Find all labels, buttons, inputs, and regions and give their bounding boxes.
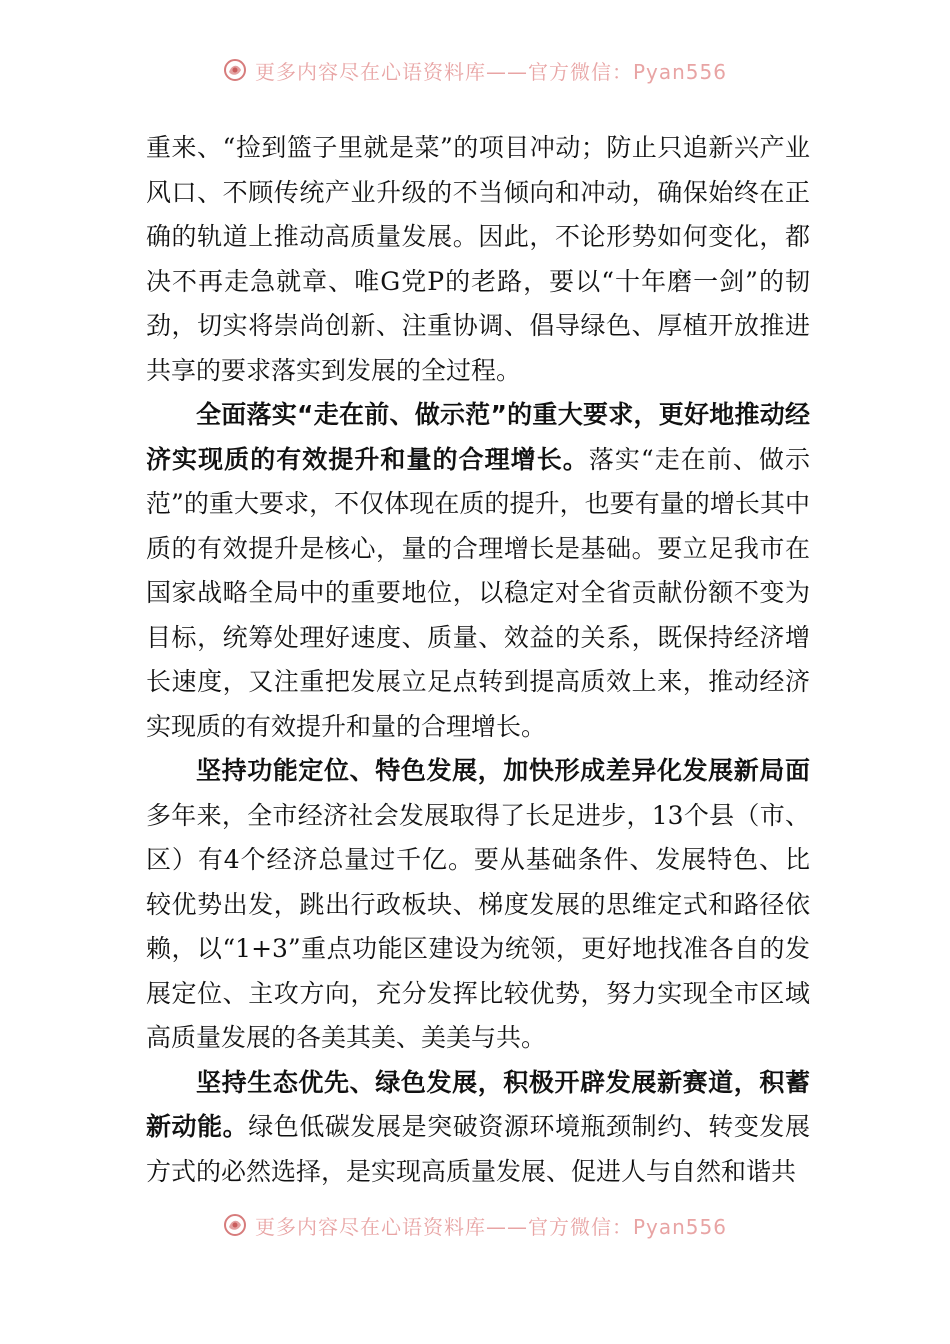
header-watermark — [0, 50, 950, 90]
document-body — [146, 126, 810, 1194]
logo-icon — [223, 58, 247, 82]
paragraph-4-text: 绿色低碳发展是突破资源环境瓶颈制约、转变发展方式的必然选择，是实现高质量发展、促进人与自然和谐共 — [146, 1112, 810, 1186]
paragraph-4 — [146, 1061, 810, 1195]
logo-icon — [223, 1213, 247, 1237]
paragraph-1 — [146, 126, 810, 393]
watermark-text: 更多内容尽在心语资料库——官方微信：Pyan556 — [254, 59, 727, 84]
paragraph-2-text: 落实“走在前、做示范”的重大要求，不仅体现在质的提升，也要有量的增长其中质的有效提升是核心，量的合理增长是基础。要立足我市在国家战略全局中的重要地位，以稳定对全省贡献份额不变为目标，统筹处理好速度、质量、效益的关系，既保持经济增长速度，又注重把发展立足点转到提高质效上来，推动经济实现质的有效提升和量的合理增长。 — [146, 444, 810, 741]
footer-watermark — [0, 1205, 950, 1245]
paragraph-2 — [146, 393, 810, 749]
paragraph-3-text: 多年来，全市经济社会发展取得了长足进步，13个县（市、区）有4个经济总量过千亿。要从基础条件、发展特色、比较优势出发，跳出行政板块、梯度发展的思维定式和路径依赖，以“1+3”重点功能区建设为统领，更好地找准各自的发展定位、主攻方向，充分发挥比较优势，努力实现全市区域高质量发展的各美其美、美美与共。 — [146, 800, 810, 1052]
paragraph-2-heading: 全面落实“走在前、做示范”的重大要求，更好地推动经济实现质的有效提升和量的合理增长。 — [146, 400, 810, 474]
watermark-text: 更多内容尽在心语资料库——官方微信：Pyan556 — [254, 1214, 727, 1239]
paragraph-1-text: 重来、“捡到篮子里就是菜”的项目冲动；防止只追新兴产业风口、不顾传统产业升级的不当倾向和冲动，确保始终在正确的轨道上推动高质量发展。因此，不论形势如何变化，都决不再走急就章、唯G党P的老路，要以“十年磨一剑”的韧劲，切实将崇尚创新、注重协调、倡导绿色、厚植开放推进共享的要求落实到发展的全过程。 — [146, 133, 810, 385]
paragraph-4-heading: 坚持生态优先、绿色发展，积极开辟发展新赛道，积蓄新动能。 — [146, 1067, 810, 1141]
paragraph-3 — [146, 749, 810, 1061]
paragraph-3-heading: 坚持功能定位、特色发展，加快形成差异化发展新局面 — [196, 756, 810, 785]
